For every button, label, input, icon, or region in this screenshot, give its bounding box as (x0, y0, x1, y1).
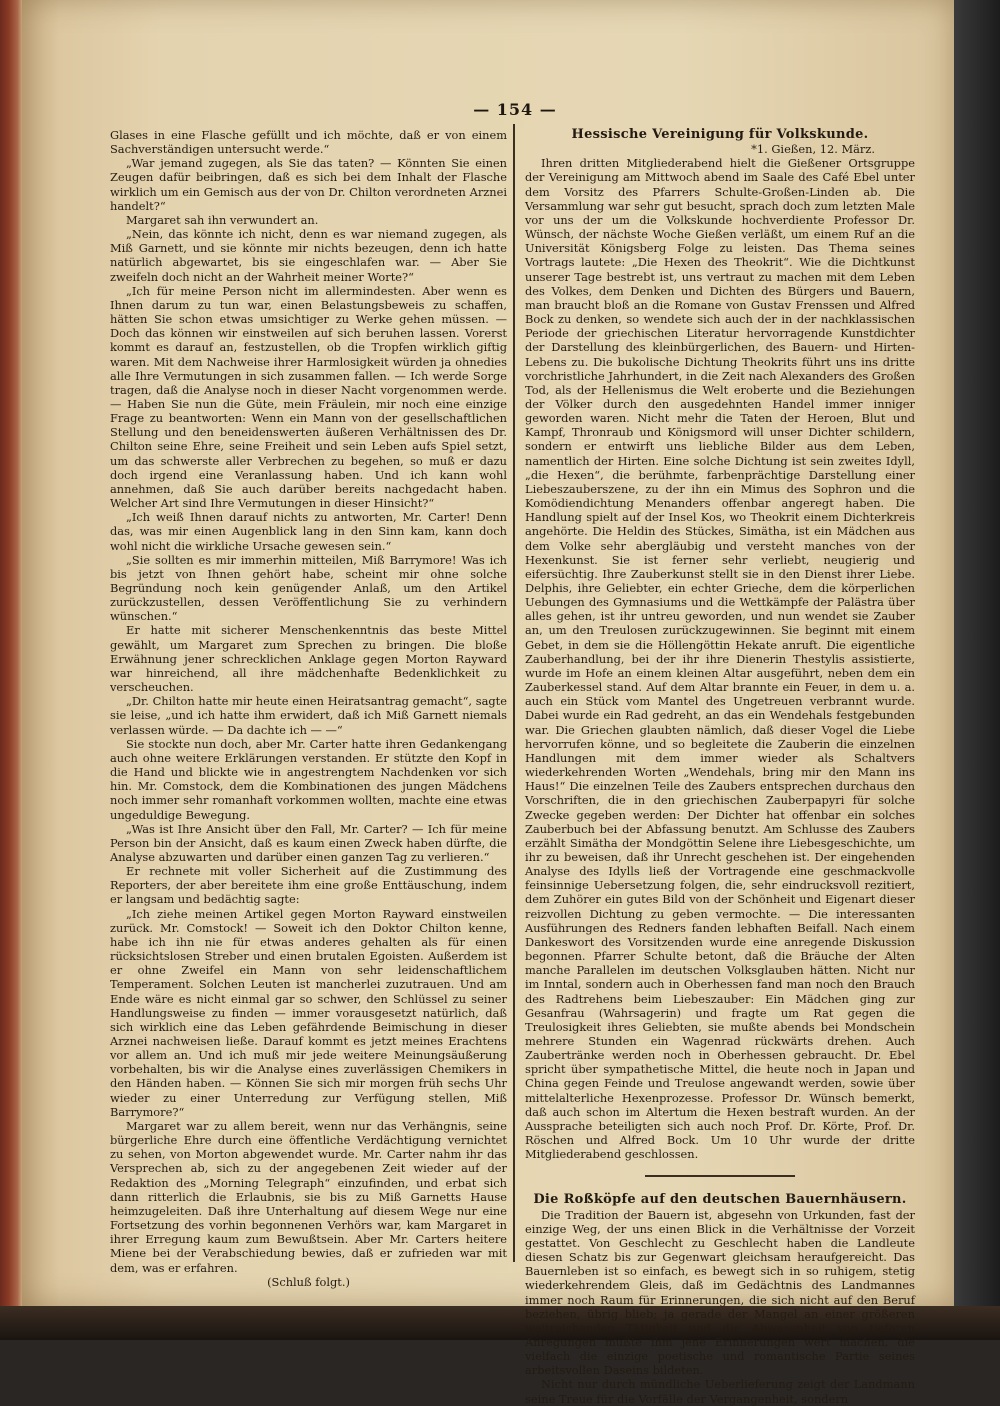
right-column (525, 128, 915, 1406)
article-dateline: *1. Gießen, 12. März. (751, 142, 875, 157)
column-divider (513, 124, 515, 1262)
story-paragraph: Margaret sah ihn verwundert an. (126, 212, 319, 227)
story-paragraph: „War jemand zugegen, als Sie das taten? — Könnten Sie einen Zeugen dafür beibringen, daß es sich bei dem Inhalt der Flasche wirklich um ein Gemisch aus der von Dr. Chilton verordneten Arznei handelt?“ (110, 156, 507, 213)
story-paragraph: „Ich für meine Person nicht im allermindesten. Aber wenn es Ihnen darum zu tun war, einen Belastungsbeweis zu schaffen, hätten Sie schon etwas umsichtiger zu Werke gehen müssen. — Doch das können wir einstweilen auf sich beruhen lassen. Vorerst kommt es darauf an, festzustellen, ob die Tropfen wirklich giftig waren. Mit dem Nachweise ihrer Harmlosigkeit würden ja ohnedies alle Ihre Vermutungen in sich zusammen fallen. — Ich werde Sorge tragen, daß die Analyse noch in dieser Nacht vorgenommen werde. — Haben Sie nun die Güte, mein Fräulein, mir noch eine einzige Frage zu beantworten: Wenn ein Mann von der gesellschaftlichen Stellung und den beneidenswerten äußeren Verhältnissen des Dr. Chilton seine Ehre, seine Freiheit und sein Leben aufs Spiel setzt, um das schwerste aller Verbrechen zu begehen, so muß er dazu doch irgend eine Veranlassung haben. Und ich kann wohl annehmen, daß Sie auch darüber bereits nachgedacht haben. Welcher Art sind Ihre Vermutungen in dieser Hinsicht?“ (110, 283, 507, 511)
story-paragraph: Er hatte mit sicherer Menschenkenntnis das beste Mittel gewählt, um Margaret zum Sprechen zu bringen. Die bloße Erwähnung jener schrecklichen Anklage gegen Morton Rayward war hinreichend, all ihre mädchenhafte Bedenklichkeit zu verscheuchen. (110, 623, 507, 695)
story-paragraph: „Nein, das könnte ich nicht, denn es war niemand zugegen, als Miß Garnett, und sie könnte mir nichts bezeugen, denn ich hatte natürlich abgewartet, bis sie eingeschlafen war. — Aber Sie zweifeln doch nicht an der Wahrheit meiner Worte?“ (110, 227, 507, 284)
story-paragraph: „Sie sollten es mir immerhin mitteilen, Miß Barrymore! Was ich bis jetzt von Ihnen gehört habe, scheint mir ohne solche Begründung noch kein genügender Anlaß, um den Artikel zurückzustellen, dessen Veröffentlichung Sie zu verhindern wünschen.“ (110, 552, 507, 624)
story-paragraph: „Was ist Ihre Ansicht über den Fall, Mr. Carter? — Ich für meine Person bin der Ansicht, daß es kaum einen Zweck haben dürfte, die Analyse abzuwarten und darüber einen ganzen Tag zu verlieren.“ (110, 821, 507, 864)
story-paragraph: Sie stockte nun doch, aber Mr. Carter hatte ihren Gedankengang auch ohne weitere Erklärungen verstanden. Er stützte den Kopf in die Hand und blickte wie in angestrengtem Nachdenken vor sich hin. Mr. Comstock, dem die Kombinationen des jungen Mädchens noch immer sehr romanhaft vorkommen wollten, machte eine etwas ungeduldige Bewegung. (110, 736, 507, 822)
left-column (110, 128, 507, 1289)
article-paragraph: Ihren dritten Mitgliederabend hielt die Gießener Ortsgruppe der Vereinigung am Mittwoch abend im Saale des Café Ebel unter dem Vorsitz des Pfarrers Schulte-Großen-Linden ab. Die Versammlung war sehr gut besucht, sprach doch zum letzten Male vor uns der um die Volkskunde hochverdiente Professor Dr. Wünsch, der nächste Woche Gießen verläßt, um einem Ruf an die Universität Königsberg Folge zu leisten. Das Thema seines Vortrags lautete: „Die Hexen des Theokrit“. Wie die Dichtkunst unserer Tage bestrebt ist, uns vertraut zu machen mit dem Leben des Volkes, dem Denken und Dichten des Bürgers und Bauern, man braucht bloß an die Romane von Gustav Frenssen und Alfred Bock zu denken, so wendete sich auch der in der nachklassischen Periode der griechischen Literatur hervorragende Kunstdichter der Darstellung des kleinbürgerlichen, des Bauern- und Hirten-Lebens zu. Die bukolische Dichtung Theokrits führt uns ins dritte vorchristliche Jahrhundert, in die Zeit nach Alexanders des Großen Tod, als der Hellenismus die Welt eroberte und die Beziehungen der Völker durch den ausgedehnten Handel immer inniger geworden waren. Nicht mehr die Taten der Heroen, Blut und Kampf, Thronraub und Königsmord will unser Dichter schildern, sondern er entwirft uns liebliche Bilder aus dem Leben, namentlich der Hirten. Eine solche Dichtung ist sein zweites Idyll, „die Hexen“, die berühmte, farbenprächtige Darstellung einer Liebeszauberszene, zu der ihn ein Mimus des Sophron und die Komödiendichtung Menanders offenbar angeregt haben. Die Handlung spielt auf der Insel Kos, wo Theokrit einem Dichterkreis angehörte. Die Heldin des Stückes, Simätha, ist ein Mädchen aus dem Volke sehr abergläubig und versteht manches von der Hexenkunst. Sie ist ferner sehr verliebt, neugierig und eifersüchtig. Ihre Zauberkunst stellt sie in den Dienst ihrer Liebe. Delphis, ihre Geliebter, ein echter Grieche, dem die körperlichen Uebungen des Gymnasiums und die Wettkämpfe der Palästra über alles gehen, ist ihr untreu geworden, und nun wendet sie Zauber an, um den Treulosen zurückzugewinnen. Sie beginnt mit einem Gebet, in dem sie die Höllengöttin Hekate anruft. Die eigentliche Zauberhandlung, bei der ihr ihre Dienerin Thestylis assistierte, wurde im Hofe an einem kleinen Altar ausgeführt, neben dem ein Zauberkessel stand. Auf dem Altar brannte ein Feuer, in dem u. a. auch ein Stück vom Mantel des Ungetreuen verbrannt wurde. Dabei wurde ein Rad gedreht, an das ein Wendehals festgebunden war. Die Griechen glaubten nämlich, daß dieser Vogel die Liebe hervorrufen könne, und so begleitete die Zauberin die einzelnen Handlungen mit dem immer wieder als Schaltvers wiederkehrenden Worten „Wendehals, bring mir den Mann ins Haus!“ Die einzelnen Teile des Zaubers entsprechen durchaus den Vorschriften, die in den griechischen Zauberpapyri für solche Zwecke gegeben werden: Der Dichter hat offenbar ein solches Zauberbuch bei der Abfassung benutzt. Am Schlusse des Zaubers erzählt Simätha der Mondgöttin Selene ihre Liebesgeschichte, um ihr zu beweisen, daß ihr Unrecht geschehen ist. Der eingehenden Analyse des Idylls ließ der Vortragende eine geschmackvolle feinsinnige Uebersetzung folgen, die, sehr eindrucksvoll rezitiert, dem Zuhörer ein gutes Bild von der Schönheit und Eigenart dieser reizvollen Dichtung zu geben vermochte. — Die interessanten Ausführungen des Redners fanden lebhaften Beifall. Nach einem Dankeswort des Vorsitzenden wurde eine anregende Diskussion begonnen. Pfarrer Schulte betont, daß die Bräuche der Alten manche Parallelen im deutschen Volksglauben hätten. Nicht nur im Inntal, sondern auch in Oberhessen fand man noch den Brauch des Radtrehens beim Liebeszauber: Ein Mädchen ging zur Gesanfrau (Wahrsagerin) und fragte um Rat gegen die Treulosigkeit ihres Geliebten, sie mußte abends bei Mondschein mehrere Stunden ein Wagenrad rückwärts drehen. Auch Zaubertränke werden noch in Oberhessen gebraucht. Dr. Ebel spricht über sympathetische Mittel, die heute noch in Japan und China gegen Feinde und Treulose angewandt werden, sowie über mittelalterliche Hexenprozesse. Professor Dr. Wünsch bemerkt, daß auch schon im Altertum die Hexen bestraft wurden. An der Aussprache beteiligten sich auch noch Prof. Dr. Körte, Prof. Dr. Röschen und Alfred Bock. Um 10 Uhr wurde der dritte Mitgliederabend geschlossen. (525, 156, 915, 1162)
story-paragraph: Er rechnete mit voller Sicherheit auf die Zustimmung des Reporters, der aber bereitete ihm eine große Enttäuschung, indem er langsam und bedächtig sagte: (110, 864, 507, 907)
story-paragraph: Glases in eine Flasche gefüllt und ich möchte, daß er von einem Sachverständigen untersucht werde.“ (110, 128, 507, 157)
story-paragraph: „Dr. Chilton hatte mir heute einen Heiratsantrag gemacht“, sagte sie leise, „und ich hatte ihm erwidert, daß ich Miß Garnett niemals verlassen würde. — Da dachte ich — —“ (110, 694, 507, 737)
article-separator (645, 1175, 795, 1177)
continuation-note: (Schluß folgt.) (267, 1274, 350, 1289)
page-number: — 154 — (473, 100, 557, 119)
story-paragraph: „Ich ziehe meinen Artikel gegen Morton Rayward einstweilen zurück. Mr. Comstock! — Soweit ich den Doktor Chilton kenne, habe ich ihn nie für etwas anderes gehalten als für einen rücksichtslosen Streber und einen brutalen Egoisten. Außerdem ist er ohne Zweifel ein Mann von sehr leidenschaftlichem Temperament. Solchen Leuten ist mancherlei zuzutrauen. Und am Ende wäre es nicht einmal gar so schwer, den Schlüssel zu seiner Handlungsweise zu finden — immer vorausgesetzt natürlich, daß sich wirklich eine das Leben gefährdende Beimischung in dieser Arznei nachweisen ließe. Darauf kommt es jetzt meines Erachtens vor allem an. Und ich muß mir jede weitere Meinungsäußerung vorbehalten, bis wir die Analyse eines zuverlässigen Chemikers in den Händen haben. — Können Sie sich mir morgen früh sechs Uhr wieder zu einer Unterredung zur Verfügung stellen, Miß Barrymore?“ (110, 906, 507, 1119)
book-binding-right (954, 0, 1000, 1340)
book-binding-left (0, 0, 22, 1340)
story-paragraph: „Ich weiß Ihnen darauf nichts zu antworten, Mr. Carter! Denn das, was mir einen Augenblick lang in den Sinn kam, kann doch wohl nicht die wirkliche Ursache gewesen sein.“ (110, 510, 507, 553)
article-title-volkskunde: Hessische Vereinigung für Volkskunde. (571, 127, 869, 142)
story-paragraph: Margaret war zu allem bereit, wenn nur das Verhängnis, seine bürgerliche Ehre durch eine öffentliche Verdächtigung vernichtet zu sehen, von Morton abgewendet wurde. Mr. Carter nahm ihr das Versprechen ab, sich zu der angegebenen Zeit wieder auf der Redaktion des „Morning Telegraph“ einzufinden, und erbat sich dann ritterlich die Erlaubnis, sie bis zu Miß Garnetts Hause heimzugeleiten. Daß ihre Unterhaltung auf diesem Wege nur eine Fortsetzung des vorhin begonnenen Verhörs war, kam Margaret in ihrer Erregung kaum zum Bewußtsein. Aber Mr. Carters heitere Miene bei der Verabschiedung bewies, daß er zufrieden war mit dem, was er erfahren. (110, 1118, 507, 1275)
article-paragraph: Nicht nur durch mündliche Ueberlieferung zeigt der Landmann seine Treue für die Vorfälle der Vergangenheit, sondern (525, 1377, 915, 1406)
article-title-rosskoepfe: Die Roßköpfe auf den deutschen Bauernhäusern. (533, 1192, 907, 1208)
article-paragraph: Die Tradition der Bauern ist, abgesehn von Urkunden, fast der einzige Weg, der uns einen Blick in die Verhältnisse der Vorzeit gestattet. Von Geschlecht zu Geschlecht haben die Landleute diesen Schatz bis zur Gegenwart gleichsam heraufgereicht. Das Bauernleben ist so einfach, es bewegt sich in so ruhigem, stetig wiederkehrendem Gleis, daß im Gedächtnis des Landmannes immer noch Raum für Erinnerungen, die sich nicht auf den Beruf beziehen, übrig blieb; ja gerade der Mangel an einer größeren weitreichenden Tätigkeit und die Abwesenheit von tieferen Anregungen mußte ihm jene Erinnerungen wert machen, die vielfach die einzige poetische und romantische Partie seines arbeitsvollen Daseins bildeten. (525, 1207, 915, 1378)
